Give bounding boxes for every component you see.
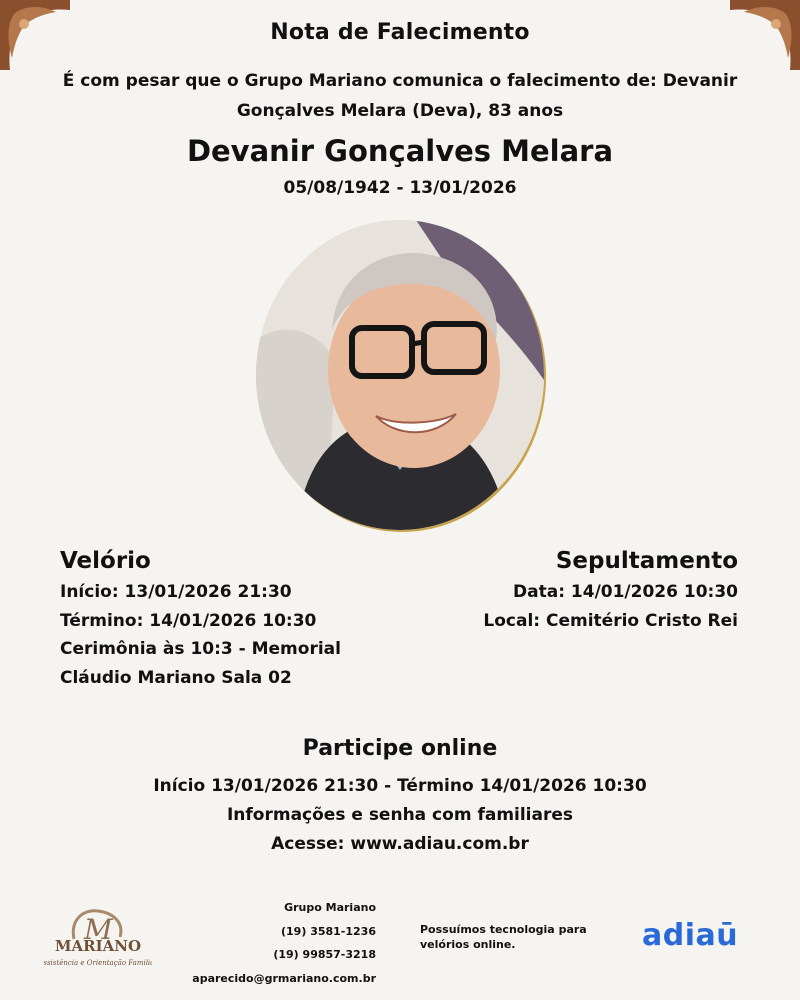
wake-section: [60, 548, 370, 692]
adiau-logo: adiaū: [642, 918, 739, 953]
online-tech-note: Possuímos tecnologia para velórios online.: [420, 923, 587, 951]
life-dates: 05/08/1942 - 13/01/2026: [283, 178, 517, 198]
page-title: Nota de Falecimento: [270, 20, 530, 45]
wake-start: Início: 13/01/2026 21:30: [60, 582, 292, 602]
online-heading: Participe online: [302, 736, 498, 761]
phone-1[interactable]: (19) 3581-1236: [281, 924, 376, 938]
wake-heading: Velório: [60, 548, 151, 574]
phone-2[interactable]: (19) 99857-3218: [273, 948, 376, 961]
svg-text:M: M: [84, 913, 113, 946]
svg-text:MARIANO: MARIANO: [54, 937, 142, 955]
ceremony-line-2: Cláudio Mariano Sala 02: [60, 667, 292, 688]
burial-date: Data: 14/01/2026 10:30: [513, 582, 738, 602]
company-name: Grupo Mariano: [284, 901, 376, 914]
svg-text:Assistência e Orientação Famil: Assistência e Orientação Familiar: [44, 959, 152, 967]
contact-email[interactable]: aparecido@grmariano.com.br: [192, 971, 376, 985]
ceremony-line-1: Cerimônia às 10:3 - Memorial: [60, 639, 341, 659]
online-times: Início 13/01/2026 21:30 - Término 14/01/2026 10:30: [153, 776, 647, 796]
mariano-logo: [44, 905, 152, 969]
online-access-link[interactable]: Acesse: www.adiau.com.br: [271, 834, 529, 854]
announcement-text: É com pesar que o Grupo Mariano comunica o falecimento de: Devanir Gonçalves Melara (Deva), 83 anos: [62, 71, 738, 121]
deceased-name: Devanir Gonçalves Melara: [186, 134, 614, 168]
burial-place: Local: Cemitério Cristo Rei: [483, 610, 738, 631]
online-info: Informações e senha com familiares: [226, 805, 574, 825]
burial-heading: Sepultamento: [555, 548, 738, 574]
deceased-portrait: [256, 220, 544, 530]
wake-end: Término: 14/01/2026 10:30: [60, 610, 317, 631]
contact-info: [180, 896, 376, 990]
burial-section: [418, 548, 738, 635]
